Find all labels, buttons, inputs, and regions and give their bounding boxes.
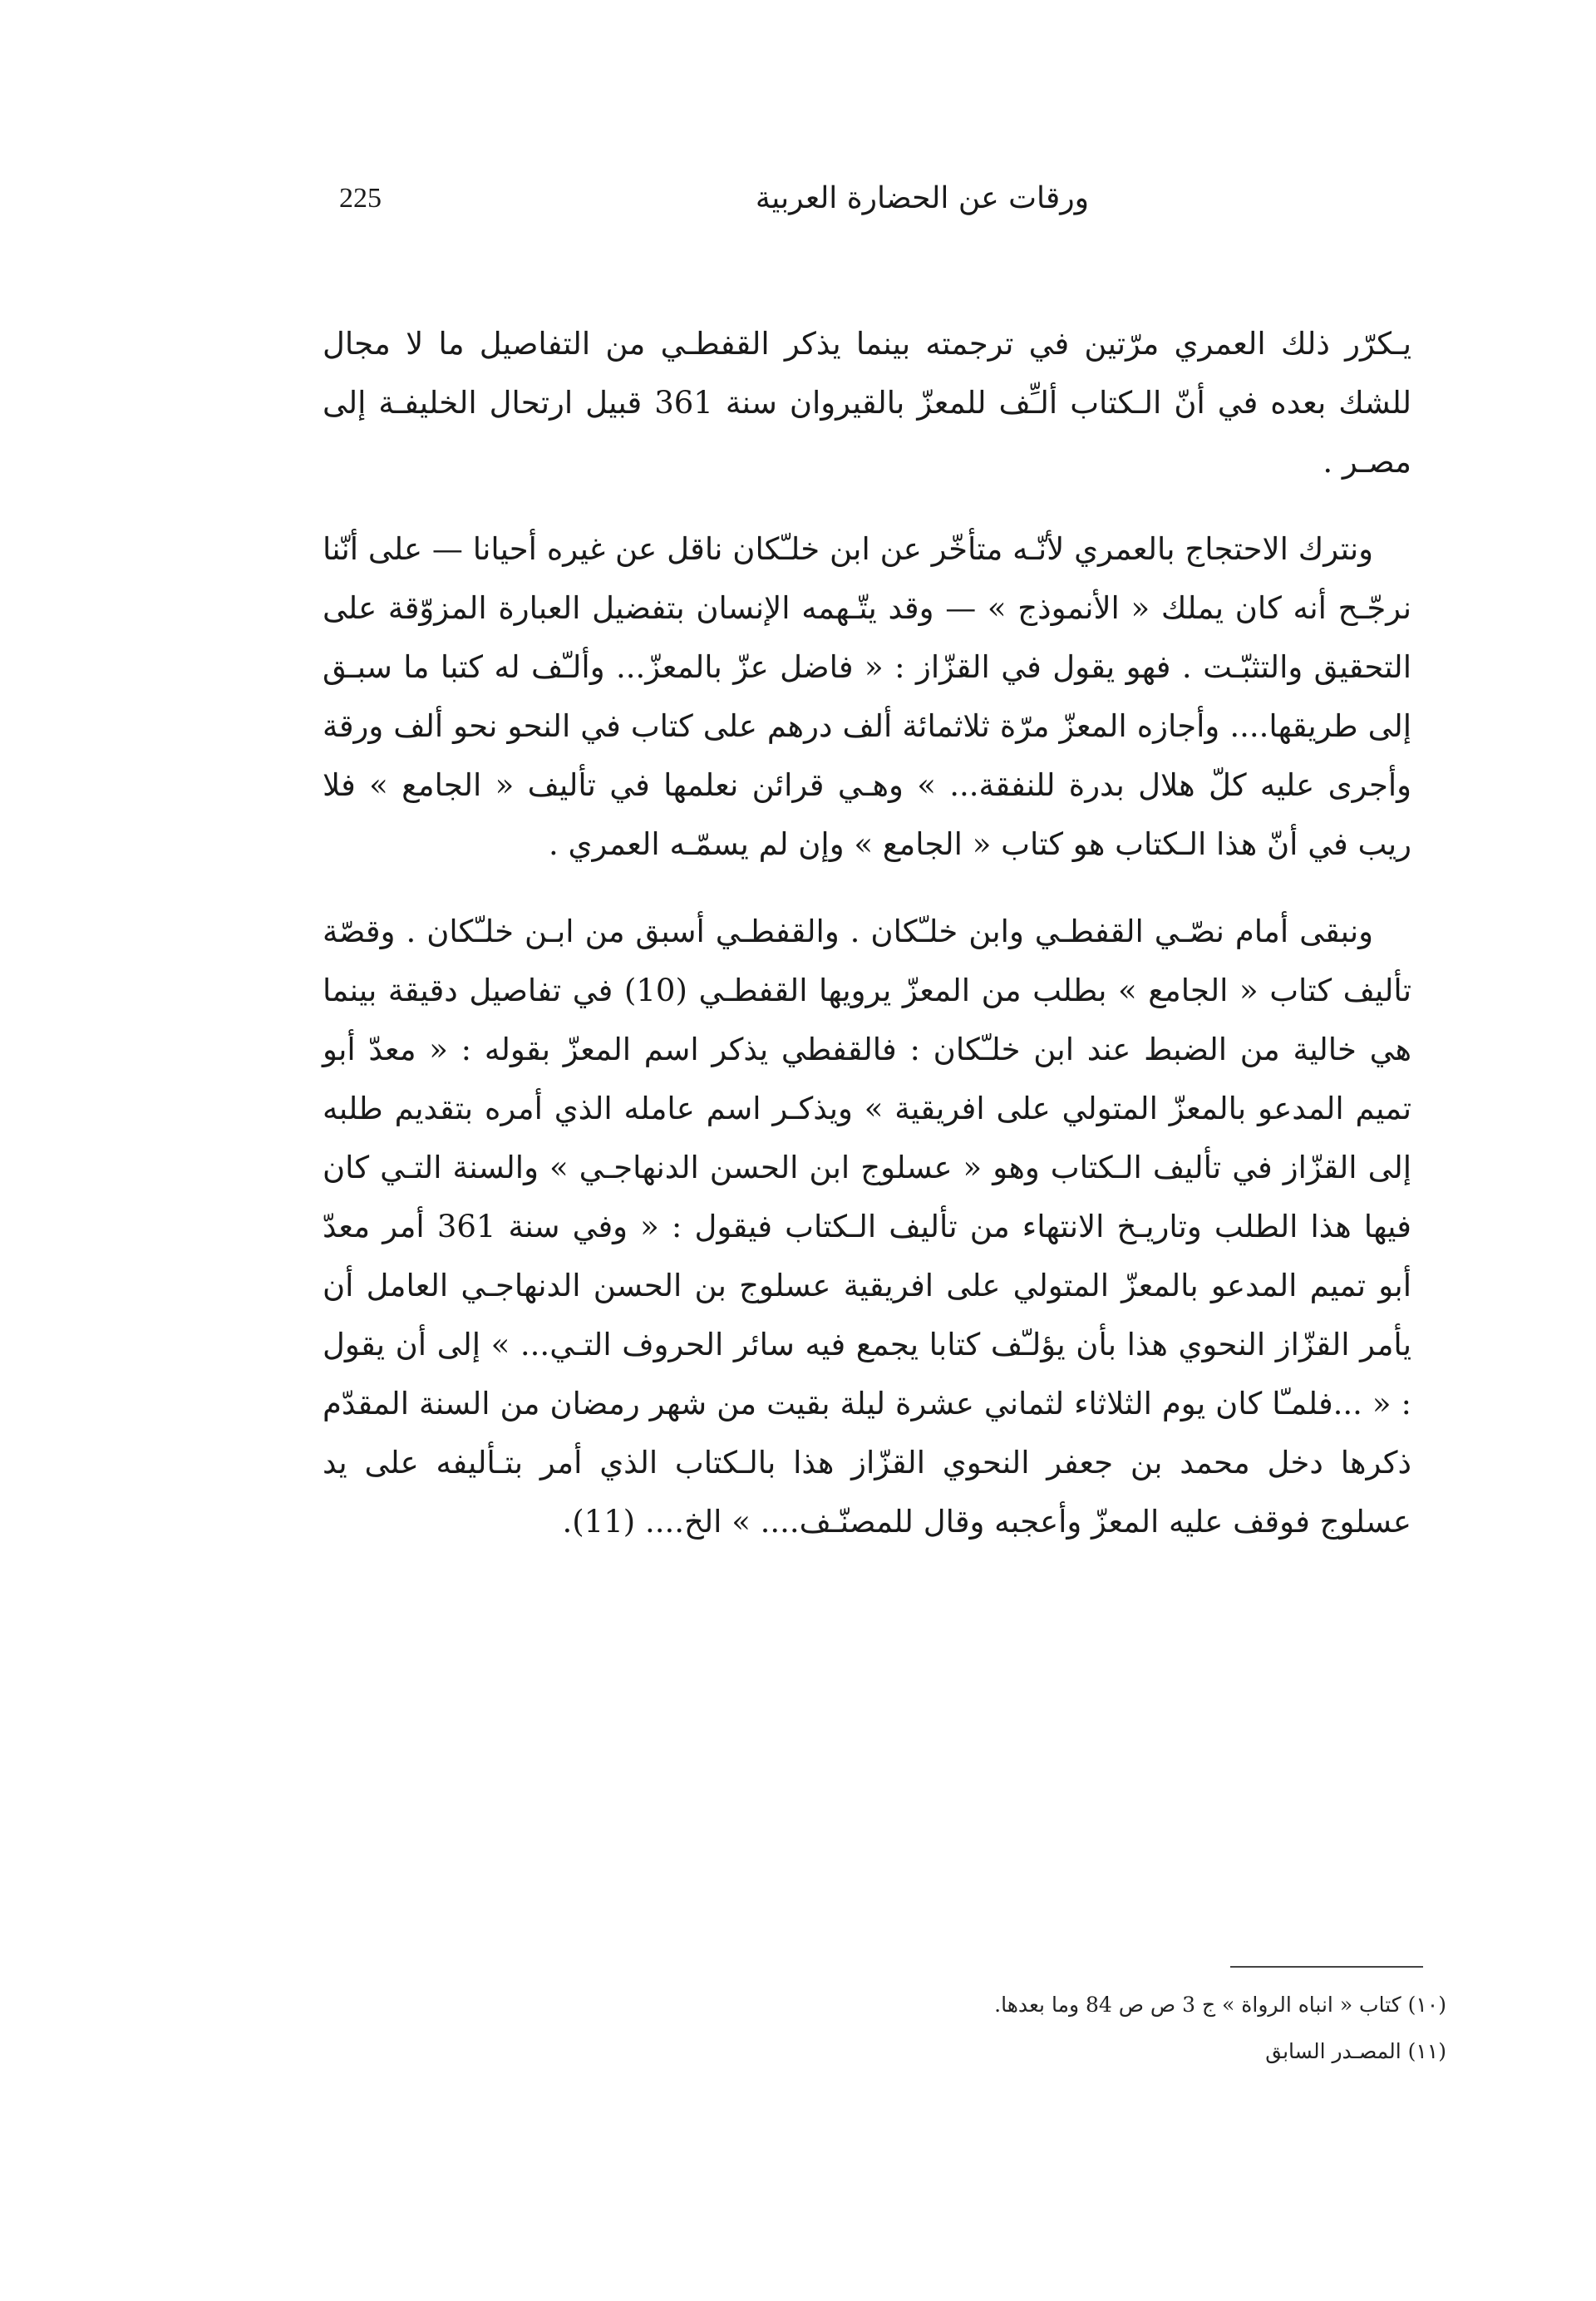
paragraph-1: يـكرّر ذلك العمري مرّتين في ترجمته بينما يذكر القفطـي من التفاصيل ما لا مجال للشك بعده في أنّ الـكتاب ألـِّف للمعزّ بالقيروان سنة 361 قبيل ارتحال الخليفـة إلى مصـر . [323, 326, 1411, 480]
footnotes [748, 1982, 1446, 2075]
paragraph-2: ونترك الاحتجاج بالعمري لأنّـه متأخّر عن ابن خلـّكان ناقل عن غيره أحيانا — على أنّنا نرجّـح أنه كان يملك « الأنموذج » — وقد يتّـهمه الإنسان بتفضيل العبارة المزوّقة على التحقيق والتثبّـت . فهو يقول في القزّاز : « فاضل عزّ بالمعزّ... وألـّف له كتبا ما سبـق إلى طريقها.... وأجازه المعزّ مرّة ثلاثمائة ألف درهم على كتاب في النحو نحو ألف ورقة وأجرى عليه كلّ هلال بدرة للنفقة... » وهـي قرائن نعلمها في تأليف « الجامع » فلا ريب في أنّ هذا الـكتاب هو كتاب « الجامع » وإن لم يسمّـه العمري . [323, 531, 1411, 862]
body-text [323, 314, 1411, 1579]
footnote-11: (١١) المصـدر السابق [1265, 2039, 1446, 2063]
page-number: 225 [339, 183, 382, 214]
running-header [324, 178, 1089, 228]
paragraph-3: ونبقى أمام نصّـي القفطـي وابن خلـّكان . والقفطـي أسبق من ابـن خلـّكان . وقصّة تأليف كتاب « الجامع » بطلب من المعزّ يرويها القفطـي (10) في تفاصيل دقيقة بينما هي خالية من الضبط عند ابن خلـّكان : فالقفطي يذكر اسم المعزّ بقوله : « معدّ أبو تميم المدعو بالمعزّ المتولي على افريقية » ويذكـر اسم عامله الذي أمره بتقديم طلبه إلى القزّاز في تأليف الـكتاب وهو « عسلوج ابن الحسن الدنهاجـي » والسنة التـي كان فيها هذا الطلب وتاريـخ الانتهاء من تأليف الـكتاب فيقول : « وفي سنة 361 أمر معدّ أبو تميم المدعو بالمعزّ المتولي على افريقية عسلوج بن الحسن الدنهاجـي العامل أن يأمر القزّاز النحوي هذا بأن يؤلـّف كتابا يجمع فيه سائر الحروف التـي... » إلى أن يقول : « ...فلمـّا كان يوم الثلاثاء لثماني عشرة ليلة بقيت من شهر رمضان من السنة المقدّم ذكرها دخل محمد بن جعفر النحوي القزّاز هذا بالـكتاب الذي أمر بتـأليفه على يد عسلوج فوقف عليه المعزّ وأعجبه وقال للمصنّـف.... » الخ.... (11). [323, 914, 1411, 1540]
footnote-divider [1230, 1966, 1423, 1968]
footnote-10: (١٠) كتاب « انباه الرواة » ج 3 ص ص 84 وما بعدها. [994, 1993, 1446, 2017]
running-title: ورقات عن الحضارة العربية [755, 181, 1089, 215]
